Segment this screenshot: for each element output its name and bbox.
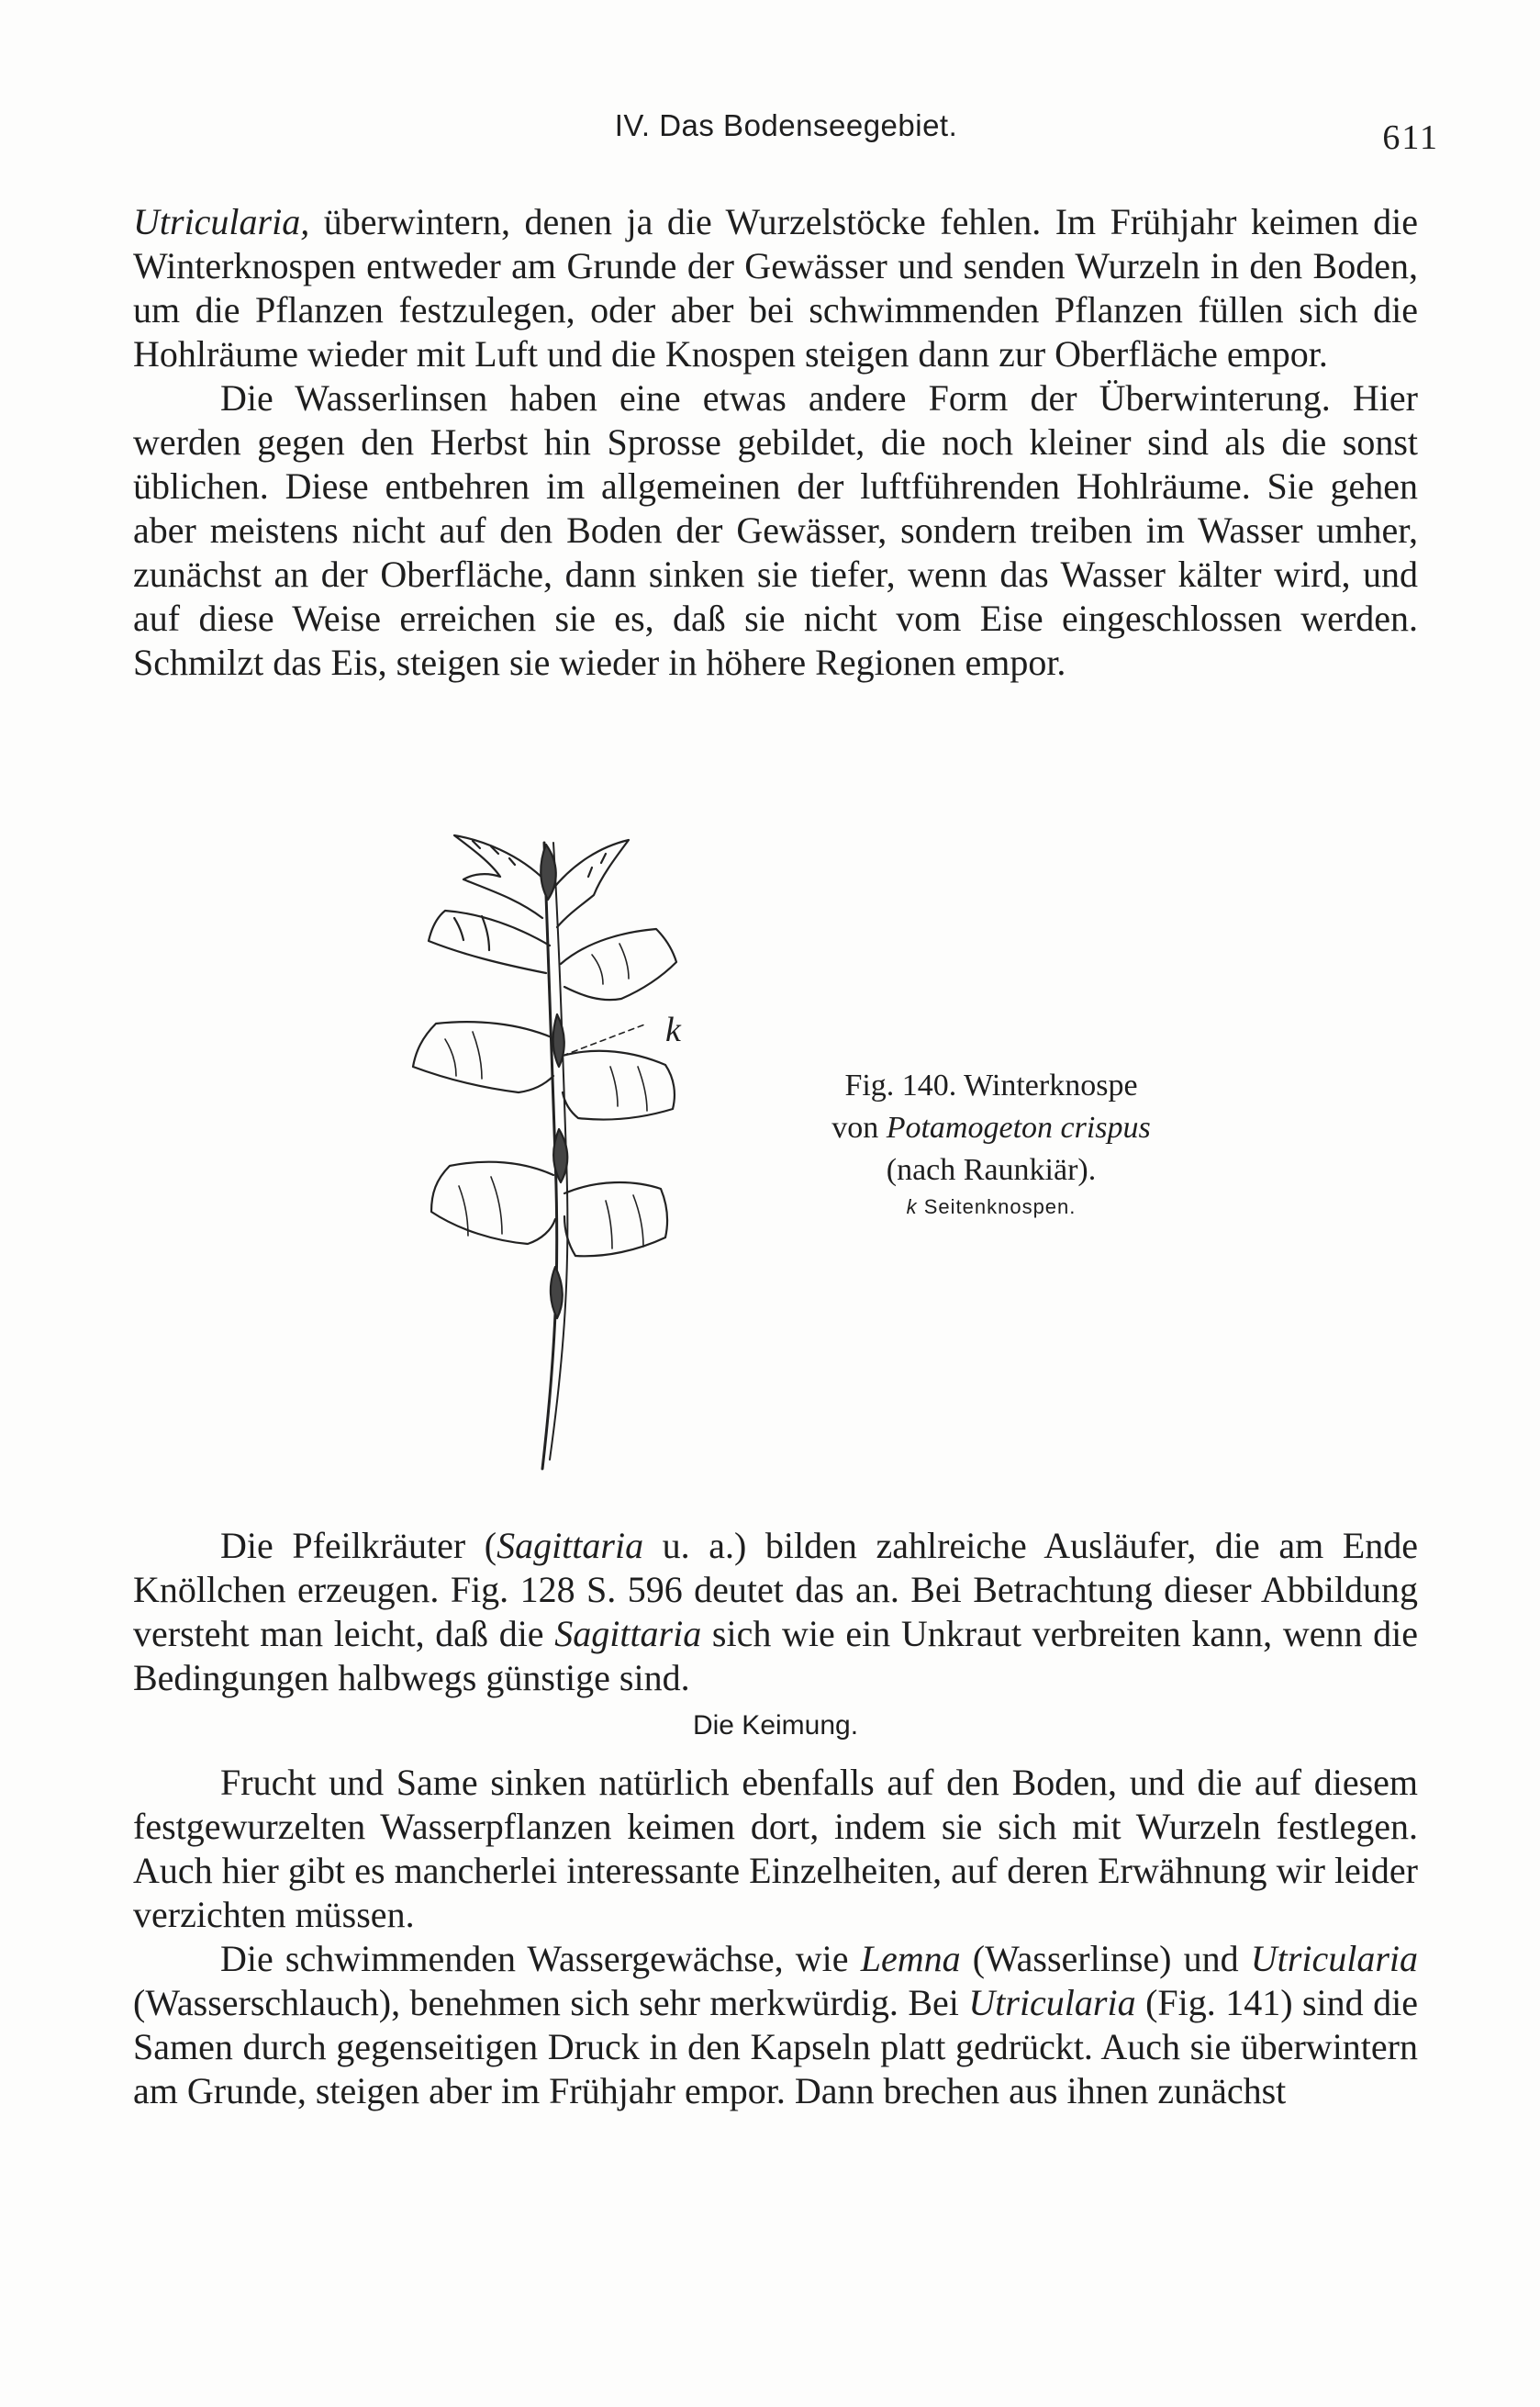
italic-term: Utricularia — [1250, 1938, 1418, 1979]
upper-text-block — [133, 200, 1418, 685]
italic-term: Lemna — [860, 1938, 961, 1979]
side-bud — [551, 1267, 563, 1318]
legend-text: Seitenknospen. — [923, 1195, 1077, 1218]
text-run: sich wie ein Unkraut verbreiten kann, wenn die Bedingungen halbwegs günstige sind. — [133, 1613, 1418, 1698]
figure-caption — [771, 1065, 1211, 1223]
caption-line-3: (nach Raunkiär). — [886, 1153, 1097, 1187]
text-run: Die schwimmenden Wassergewächse, wie — [220, 1938, 861, 1979]
paragraph-wasserlinsen: Die Wasserlinsen haben eine etwas andere Form der Überwinterung. Hier werden gegen den Herbst hin Sprosse gebildet, die noch kleiner sind als die sonst üblichen. Diese entbehren im allgemeinen der luftführenden Hohlräume. Sie gehen aber meistens nicht auf den Boden der Gewässer, sondern treiben im Wasser umher, zunächst an der Oberfläche, dann sinken sie tiefer, wenn das Wasser kälter wird, und auf diese Weise erreichen sie es, daß sie nicht vom Eise eingeschlossen werden. Schmilzt das Eis, steigen sie wieder in höhere Regionen empor. — [133, 377, 1418, 683]
paragraph-frucht: Frucht und Same sinken natürlich ebenfalls auf den Boden, und die auf diesem festgewurzelten Wasserpflanzen keimen dort, indem sie sich mit Wurzeln festlegen. Auch hier gibt es mancherlei interessante Einzelheiten, auf deren Erwähnung wir leider verzichten müssen. — [133, 1762, 1418, 1935]
legend-k: k — [906, 1195, 918, 1218]
caption-line-1: Fig. 140. Winterknospe — [844, 1069, 1138, 1103]
text-run: (Wasserlinse) und — [960, 1938, 1251, 1979]
lower-text-block — [133, 1524, 1418, 2113]
italic-term: Utricularia — [968, 1982, 1136, 2023]
italic-term: Utricularia, — [133, 201, 310, 242]
caption-species: Potamogeton crispus — [886, 1111, 1151, 1145]
leaf — [413, 1022, 553, 1092]
section-heading: Die Keimung. — [692, 1710, 859, 1741]
italic-term: Sagittaria — [497, 1525, 644, 1566]
leaf — [454, 835, 546, 918]
leaf — [552, 840, 629, 927]
leaf — [561, 929, 676, 1000]
italic-term: Sagittaria — [554, 1613, 702, 1654]
paragraph-text: überwintern, denen ja die Wurzelstöcke fehlen. Im Frühjahr keimen die Winterknospen entweder am Grunde der Gewässer und senden Wurzeln in den Boden, um die Pflanzen festzulegen, oder aber bei schwimmenden Pflanzen füllen sich die Hohlräume wieder mit Luft und die Knospen steigen dann zur Oberfläche empor. — [133, 201, 1418, 375]
paragraph-sagittaria — [133, 1524, 1418, 1700]
figure-label-k: k — [665, 1011, 681, 1049]
page-number: 611 — [1382, 118, 1439, 157]
text-run: Die Pfeilkräuter ( — [220, 1525, 497, 1566]
page-header — [133, 108, 1439, 163]
text-run: (Wasserschlauch), benehmen sich sehr merkwürdig. Bei — [133, 1982, 969, 2023]
side-bud — [553, 1014, 564, 1067]
leaf — [563, 1051, 675, 1120]
paragraph-schwimmende — [133, 1937, 1418, 2113]
caption-von: von — [831, 1111, 879, 1145]
text-run: u. a.) bilden zahlreiche Ausläufer, die am Ende Knöllchen erzeugen. Fig. 128 S. 596 deutet das an. Bei Betrachtung dieser Abbildung versteht man leicht, daß die — [133, 1525, 1418, 1654]
caption-legend — [771, 1192, 1211, 1223]
paragraph-utricularia — [133, 200, 1418, 376]
leaf — [564, 1182, 667, 1256]
leaf — [431, 1162, 555, 1244]
text-run: (Fig. 141) sind die Samen durch gegenseitigen Druck in den Kapseln platt gedrückt. Auch sie überwintern am Grunde, steigen aber im Frühjahr empor. Dann brechen aus ihnen zunächst — [133, 1982, 1418, 2111]
caption-line-2 — [771, 1107, 1211, 1149]
figure-winterknospe-illustration — [381, 826, 730, 1478]
running-title: IV. Das Bodenseegebiet. — [614, 108, 958, 142]
